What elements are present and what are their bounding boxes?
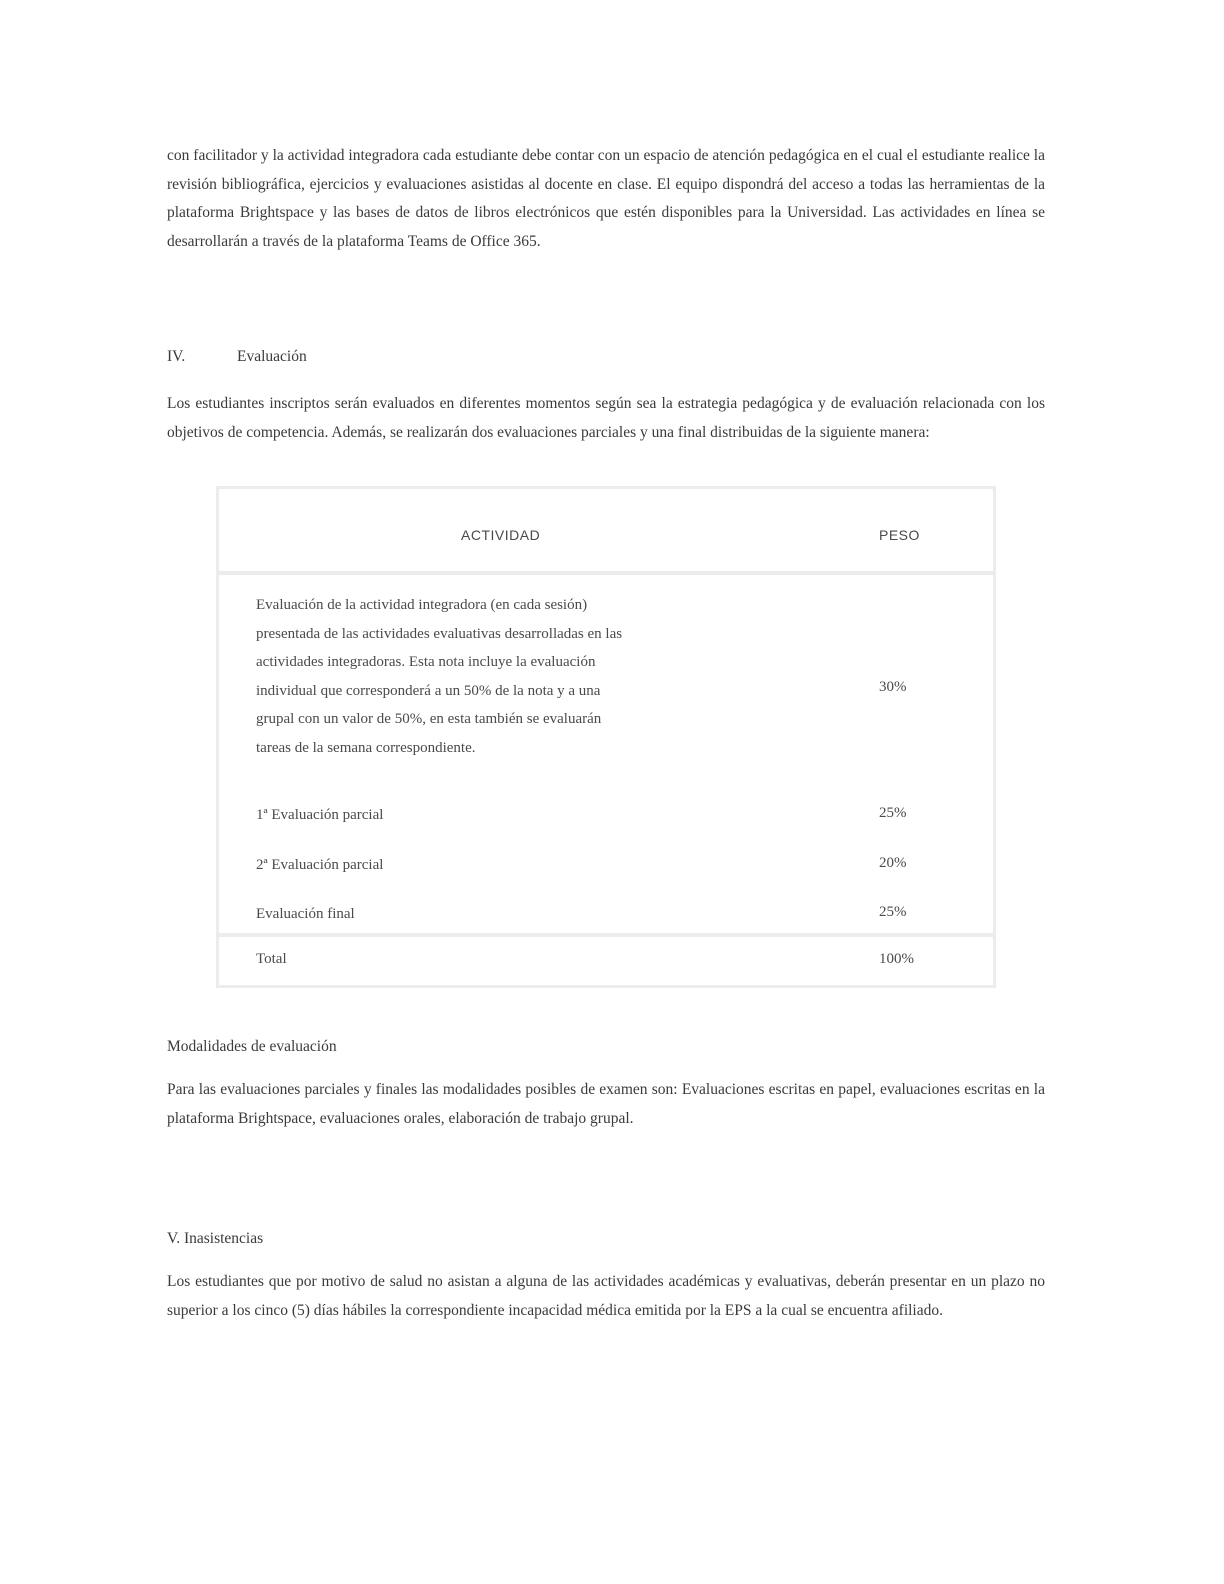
section-heading-evaluacion [167,346,307,368]
total-value: 100% [879,951,914,967]
inasistencia-paragraph: Los estudiantes que por motivo de salud no asistan a alguna de las actividades académicas y evaluativas, deberán presentar en un plazo no superior a los cinco (5) días hábiles la correspondiente incapacidad médica emitida por la EPS a la cual se encuentra afiliado. [167,1273,1045,1319]
table-header [219,489,993,575]
section-heading-inasistencias: V. Inasistencias [167,1230,264,1247]
section-number: IV. [167,348,186,365]
row-weight: 20% [879,855,907,871]
evaluacion-paragraph: Los estudiantes inscriptos serán evaluados en diferentes momentos según sea la estrategia pedagógica y de evaluación relacionada con los objetivos de competencia. Además, se realizarán dos evaluaciones parciales y una final distribuidas de la siguiente manera: [167,395,1045,441]
row-weight: 25% [879,904,907,920]
table-total-row [219,933,993,985]
row-activity: Evaluación final [256,906,355,922]
row-activity: 1ª Evaluación parcial [256,807,384,823]
row-activity: 2ª Evaluación parcial [256,857,384,873]
section-title: Evaluación [237,348,307,365]
modalidades-paragraph: Para las evaluaciones parciales y finales las modalidades posibles de examen son: Evaluaciones escritas en papel, evaluaciones escritas en la plataforma Brightspace, evaluaciones orales, elaboración de trabajo grupal. [167,1081,1045,1127]
header-activity: ACTIVIDAD [461,527,541,543]
evaluation-table [216,486,996,988]
intro-paragraph: con facilitador y la actividad integradora cada estudiante debe contar con un espacio de atención pedagógica en el cual el estudiante realice la revisión bibliográfica, ejercicios y evaluaciones asistidas al docente en clase. El equipo dispondrá del acceso a todas las herramientas de la plataforma Brightspace y las bases de datos de libros electrónicos que estén disponibles para la Universidad. Las actividades en línea se desarrollarán a través de la plataforma Teams de Office 365. [167,147,1045,250]
total-label: Total [256,951,287,967]
header-weight: PESO [879,527,920,543]
row-activity: Evaluación de la actividad integradora (en cada sesión) presentada de las actividades evaluativas desarrolladas en las actividades integradoras. Esta nota incluye la evaluación individual que corresponderá a un 50% de la nota y a una grupal con un valor de 50%, en esta también se evaluarán tareas de la semana correspondiente. [256,597,623,756]
row-weight: 30% [879,679,907,695]
section-heading-modalidades: Modalidades de evaluación [167,1038,337,1055]
row-weight: 25% [879,805,907,821]
